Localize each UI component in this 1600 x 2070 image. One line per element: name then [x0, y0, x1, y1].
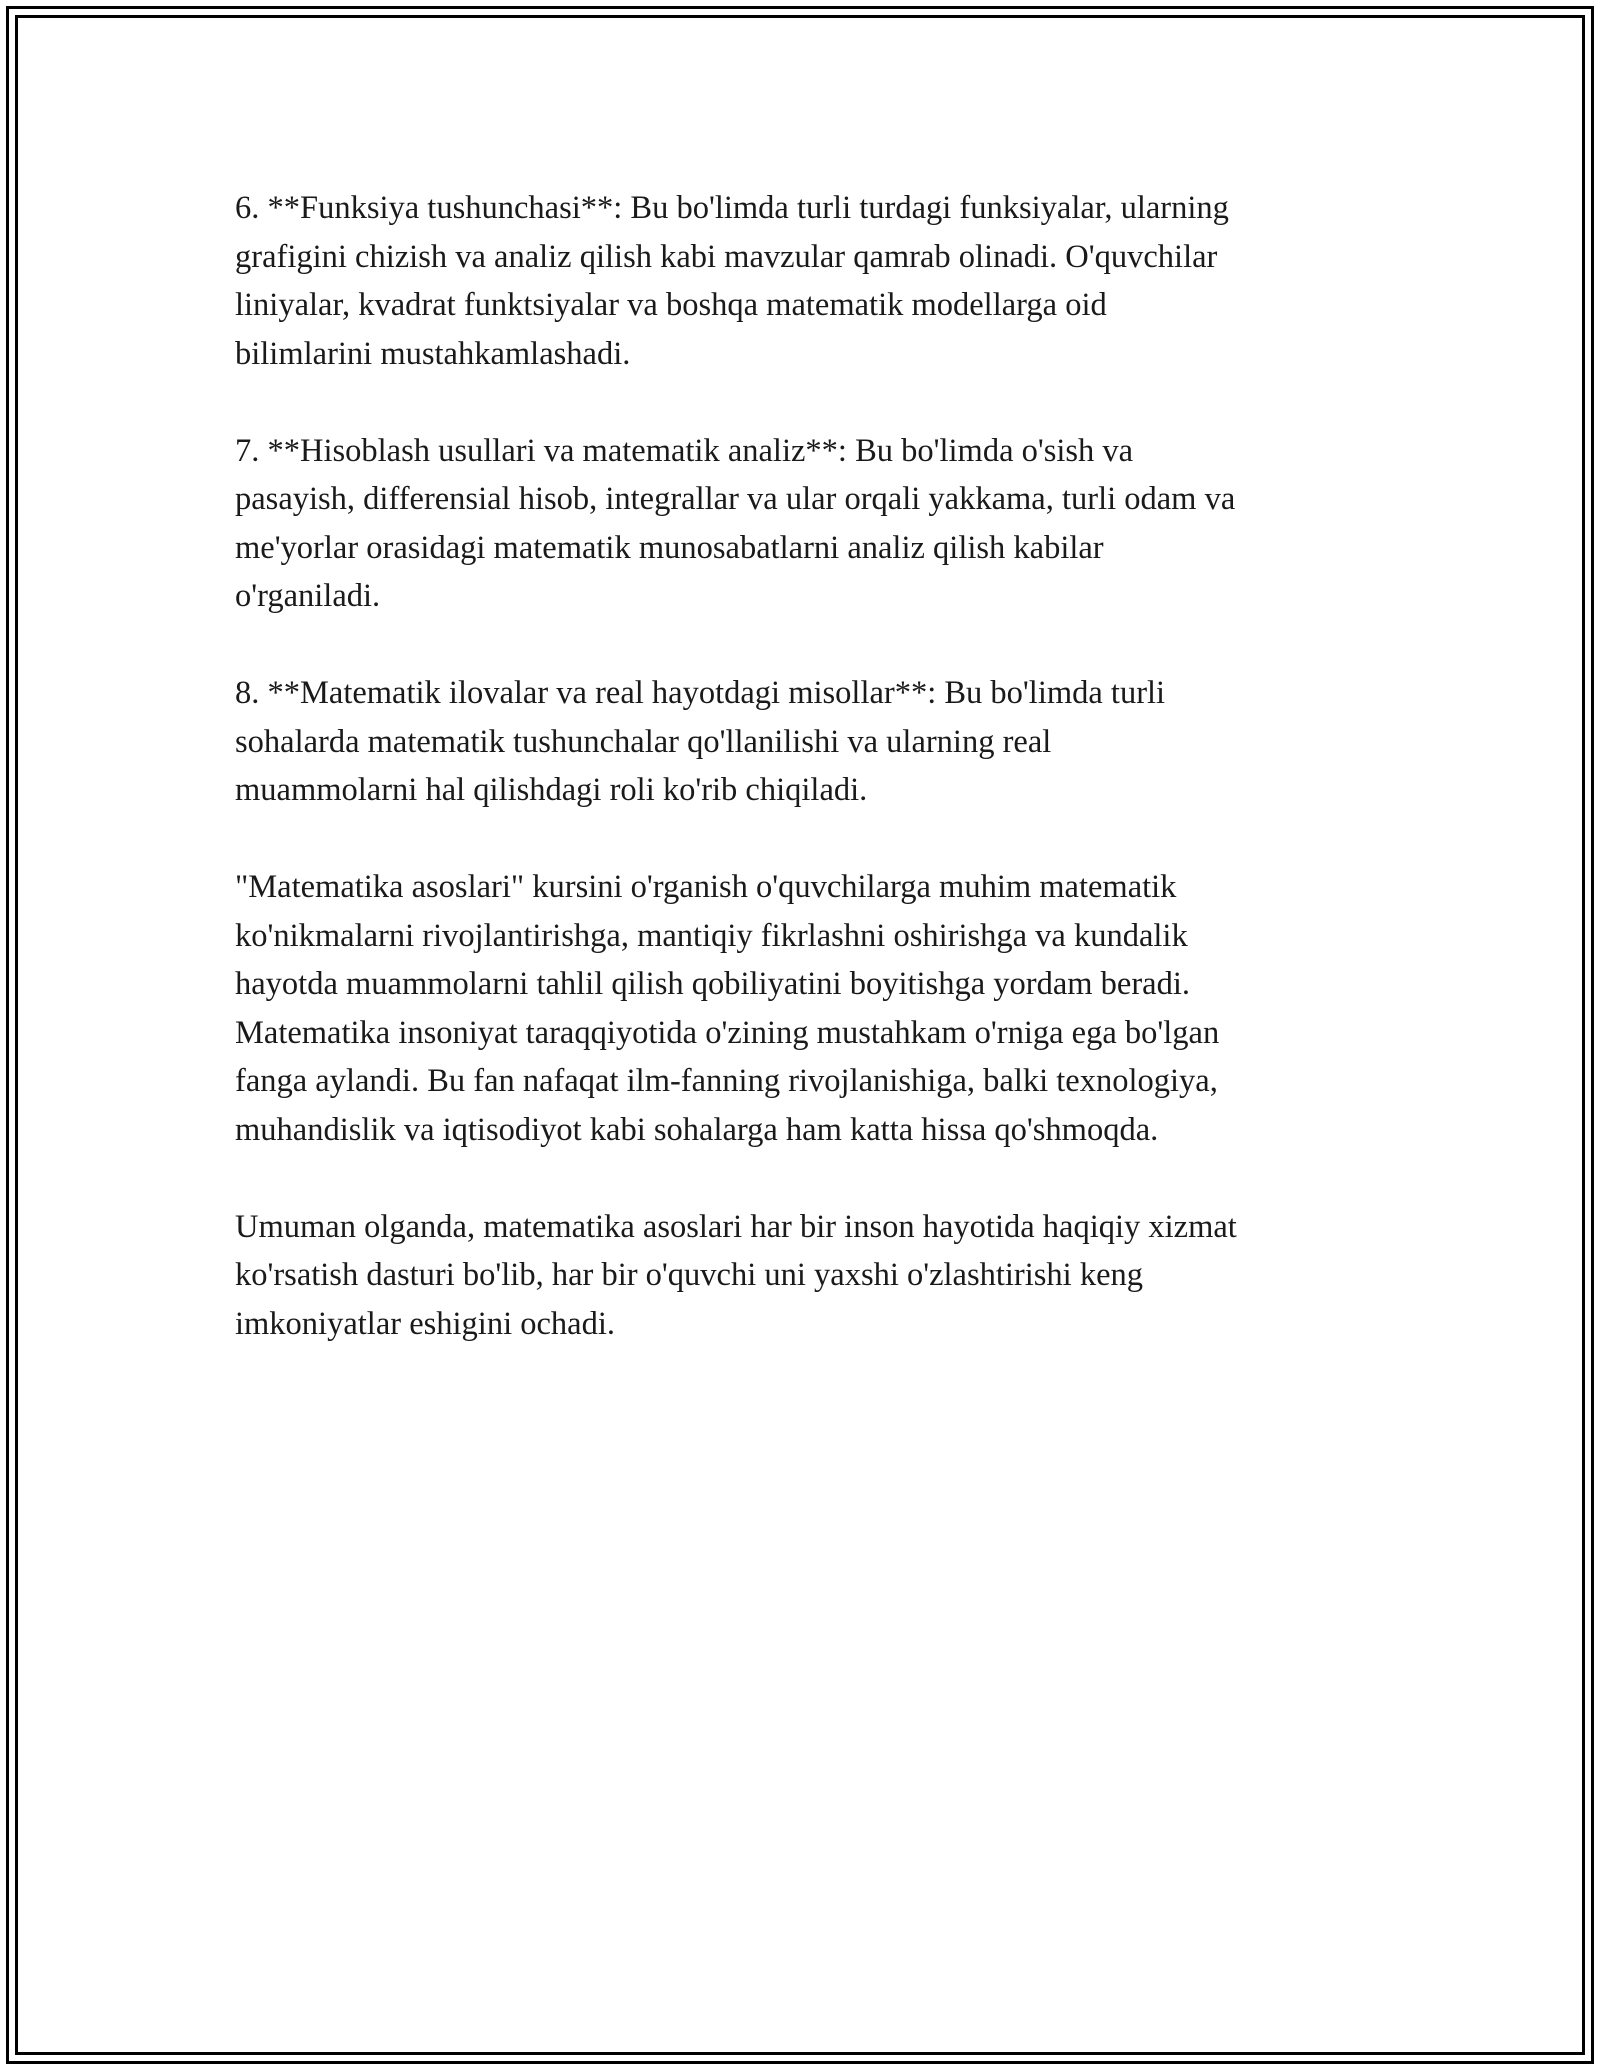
paragraph-matematik-ilovalar: 8. **Matematik ilovalar va real hayotdagi misollar**: Bu bo'limda turli sohalarda matematik tushunchalar qo'llanilishi va ularning real muammolarni hal qilishdagi roli ko'rib chiqiladi.: [235, 675, 1166, 808]
paragraph-xulosa: Umuman olganda, matematika asoslari har bir inson hayotida haqiqiy xizmat ko'rsatish dasturi bo'lib, har bir o'quvchi uni yaxshi o'zlashtirishi keng imkoniyatlar eshigini ochadi.: [235, 1208, 1237, 1342]
paragraph-hisoblash-usullari: 7. **Hisoblash usullari va matematik analiz**: Bu bo'limda o'sish va pasayish, differensial hisob, integrallar va ular orqali yakkama, turli odam va me'yorlar orasidagi matematik munosabatlarni analiz qilish kabilar o'rganiladi.: [235, 432, 1236, 614]
document-body: [235, 184, 1375, 1348]
paragraph-funksiya-tushunchasi: 6. **Funksiya tushunchasi**: Bu bo'limda turli turdagi funksiyalar, ularning grafigini chizish va analiz qilish kabi mavzular qamrab olinadi. O'quvchilar liniyalar, kvadrat funktsiyalar va boshqa matematik modellarga oid bilimlarini mustahkamlashadi.: [235, 190, 1229, 372]
paragraph-kurs-ahamiyati: "Matematika asoslari" kursini o'rganish o'quvchilarga muhim matematik ko'nikmalarni rivojlantirishga, mantiqiy fikrlashni oshirishga va kundalik hayotda muammolarni tahlil qilish qobiliyatini boyitishga yordam beradi. Matematika insoniyat taraqqiyotida o'zining mustahkam o'rniga ega bo'lgan fanga aylandi. Bu fan nafaqat ilm-fanning rivojlanishiga, balki texnologiya, muhandislik va iqtisodiyot kabi sohalarga ham katta hissa qo'shmoqda.: [235, 869, 1220, 1148]
